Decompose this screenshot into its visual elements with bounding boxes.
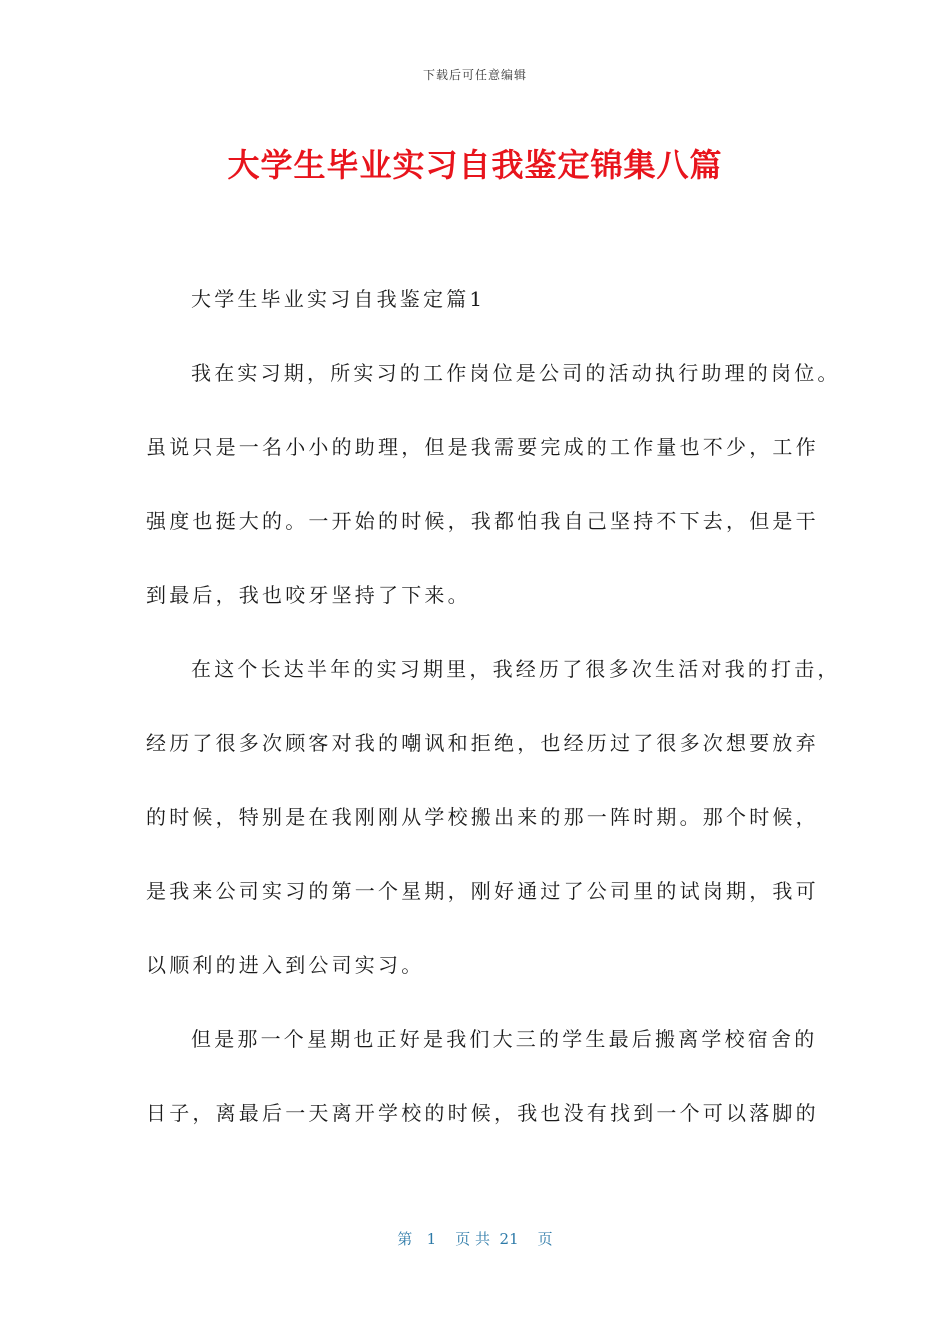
text-line: 我在实习期，所实习的工作岗位是公司的活动执行助理的岗位。 bbox=[191, 361, 841, 385]
text-line: 以顺利的进入到公司实习。 bbox=[146, 953, 425, 977]
page-footer: 第 1 页 共 21 页 bbox=[397, 1230, 553, 1248]
text-line: 经历了很多次顾客对我的嘲讽和拒绝，也经历过了很多次想要放弃 bbox=[146, 731, 819, 755]
text-line: 但是那一个星期也正好是我们大三的学生最后搬离学校宿舍的 bbox=[191, 1027, 818, 1051]
text-line: 的时候，特别是在我刚刚从学校搬出来的那一阵时期。那个时候， bbox=[146, 805, 819, 829]
header-note: 下载后可任意编辑 bbox=[422, 68, 527, 82]
text-line: 日子，离最后一天离开学校的时候，我也没有找到一个可以落脚的 bbox=[146, 1101, 819, 1125]
text-line: 虽说只是一名小小的助理，但是我需要完成的工作量也不少，工作 bbox=[146, 435, 819, 459]
text-line: 到最后，我也咬牙坚持了下来。 bbox=[146, 583, 471, 607]
text-line: 是我来公司实习的第一个星期，刚好通过了公司里的试岗期，我可 bbox=[146, 879, 819, 903]
text-line: 在这个长达半年的实习期里，我经历了很多次生活对我的打击， bbox=[191, 657, 841, 681]
text-line: 强度也挺大的。一开始的时候，我都怕我自己坚持不下去，但是干 bbox=[146, 509, 819, 533]
document-body bbox=[146, 262, 841, 1150]
document-title: 大学生毕业实习自我鉴定锦集八篇 bbox=[227, 146, 723, 184]
section-heading: 大学生毕业实习自我鉴定篇1 bbox=[191, 287, 486, 311]
